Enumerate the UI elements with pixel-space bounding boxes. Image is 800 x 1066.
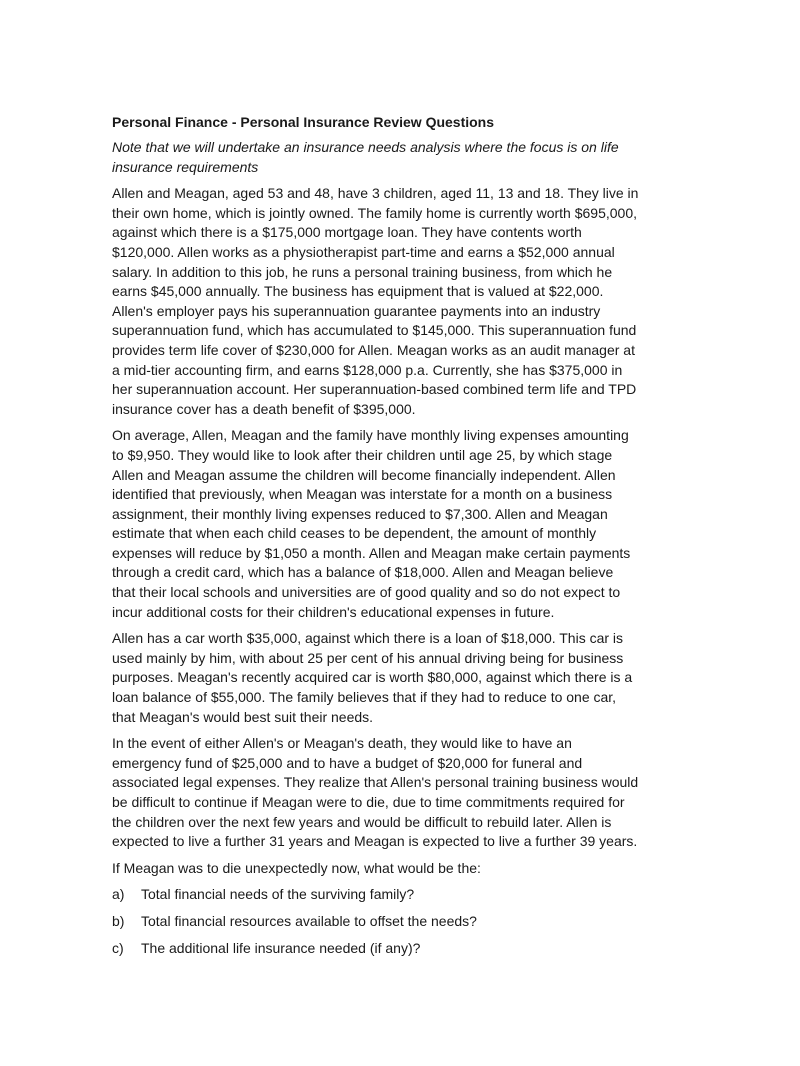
question-letter: a) (112, 886, 125, 903)
question-letter: c) (112, 939, 124, 956)
paragraph-family-profile: Allen and Meagan, aged 53 and 48, have 3 children, aged 11, 13 and 18. They live in their own home, which is jointly owned. The family home is currently worth $695,000, against which there is a $175,000 mortgage loan. They have contents worth $120,000. Allen works as a physiotherapist part-time and earns a $52,000 annual salary. In addition to this job, he runs a personal training business, from which he earns $45,000 annually. The business has equipment that is valued at $22,000. Allen's employer pays his superannuation guarantee payments into an industry superannuation fund, which has accumulated to $145,000. This superannuation fund provides term life cover of $230,000 for Allen. Meagan works as an audit manager at a mid-tier accounting firm, and earns $128,000 p.a. Currently, she has $375,000 in her superannuation account. Her superannuation-based combined term life and TPD insurance cover has a death benefit of $395,000. (112, 185, 639, 417)
question-item-a (112, 885, 640, 905)
document-note: Note that we will undertake an insurance needs analysis where the focus is on life insurance requirements (112, 139, 619, 175)
document-page (112, 112, 640, 965)
question-item-c (112, 939, 640, 959)
question-item-b (112, 912, 640, 932)
question-intro: If Meagan was to die unexpectedly now, what would be the: (112, 859, 481, 876)
question-text: Total financial resources available to offset the needs? (141, 912, 477, 929)
paragraph-living-expenses: On average, Allen, Meagan and the family have monthly living expenses amounting to $9,950. They would like to look after their children until age 25, by which stage Allen and Meagan assume the children will become financially independent. Allen identified that previously, when Meagan was interstate for a month on a business assignment, their monthly living expenses reduced to $7,300. Allen and Meagan estimate that when each child ceases to be dependent, the amount of monthly expenses will reduce by $1,050 a month. Allen and Meagan make certain payments through a credit card, which has a balance of $18,000. Allen and Meagan believe that their local schools and universities are of good quality and so do not expect to incur additional costs for their children's educational expenses in future. (112, 427, 631, 620)
question-letter: b) (112, 912, 125, 929)
paragraph-emergency-fund: In the event of either Allen's or Meagan's death, they would like to have an emergency fund of $25,000 and to have a budget of $20,000 for funeral and associated legal expenses. They realize that Allen's personal training business would be difficult to continue if Meagan were to die, due to time commitments required for the children over the next few years and would be difficult to rebuild later. Allen is expected to live a further 31 years and Meagan is expected to live a further 39 years. (112, 735, 639, 850)
question-text: The additional life insurance needed (if any)? (141, 939, 421, 956)
document-title: Personal Finance - Personal Insurance Review Questions (112, 114, 495, 130)
question-text: Total financial needs of the surviving family? (141, 886, 415, 903)
paragraph-cars: Allen has a car worth $35,000, against which there is a loan of $18,000. This car is used mainly by him, with about 25 per cent of his annual driving being for business purposes. Meagan's recently acquired car is worth $80,000, against which there is a loan balance of $55,000. The family believes that if they had to reduce to one car, that Meagan's would best suit their needs. (112, 630, 633, 725)
